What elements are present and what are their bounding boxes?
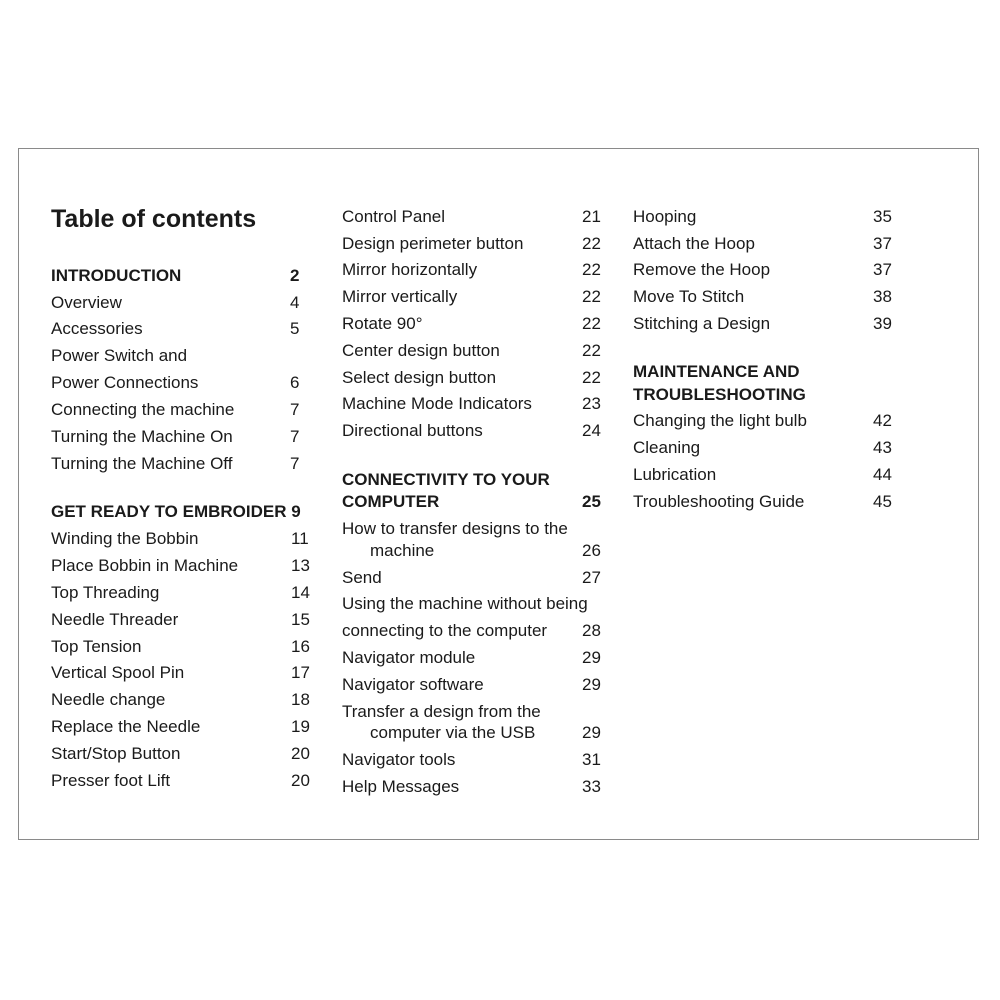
toc-page-number: 22 bbox=[582, 368, 601, 387]
toc-entry: Lubrication bbox=[633, 465, 717, 484]
toc-page-number: 6 bbox=[290, 373, 300, 392]
toc-page-number: 28 bbox=[582, 621, 601, 640]
toc-page-number: 37 bbox=[873, 260, 892, 279]
toc-entry: Turning the Machine Off bbox=[51, 454, 233, 473]
toc-page-number: 17 bbox=[291, 663, 310, 682]
toc-page-number: 33 bbox=[582, 777, 601, 796]
toc-entry: Control Panel bbox=[342, 207, 446, 226]
toc-entry: Presser foot Lift bbox=[51, 771, 171, 790]
toc-entry: Navigator tools bbox=[342, 750, 456, 769]
toc-page-number: 4 bbox=[290, 293, 300, 312]
toc-page-number: 42 bbox=[873, 411, 892, 430]
toc-page-number: 29 bbox=[582, 675, 601, 694]
toc-entry: Power Switch and bbox=[51, 346, 188, 365]
toc-entry: Using the machine without being bbox=[342, 594, 588, 613]
toc-page-number: 22 bbox=[582, 260, 601, 279]
toc-entry: Hooping bbox=[633, 207, 697, 226]
toc-entry: Start/Stop Button bbox=[51, 744, 181, 763]
toc-page-number: 29 bbox=[582, 648, 601, 667]
toc-page-number: 15 bbox=[291, 610, 310, 629]
toc-page-number: 7 bbox=[290, 427, 300, 446]
toc-entry: Connecting the machine bbox=[51, 400, 235, 419]
toc-page-number: 35 bbox=[873, 207, 892, 226]
toc-page-number: 7 bbox=[290, 400, 300, 419]
toc-entry: computer via the USB bbox=[370, 723, 536, 742]
toc-page-number: 43 bbox=[873, 438, 892, 457]
toc-entry: Send bbox=[342, 568, 382, 587]
toc-entry: Navigator software bbox=[342, 675, 484, 694]
toc-entry: Troubleshooting Guide bbox=[633, 492, 805, 511]
toc-entry: Top Threading bbox=[51, 583, 160, 602]
toc-page-number: 22 bbox=[582, 341, 601, 360]
toc-entry: Replace the Needle bbox=[51, 717, 201, 736]
toc-entry: Directional buttons bbox=[342, 421, 483, 440]
toc-entry: Needle Threader bbox=[51, 610, 179, 629]
toc-page-number: 39 bbox=[873, 314, 892, 333]
toc-entry: Mirror vertically bbox=[342, 287, 458, 306]
toc-page-number: 22 bbox=[582, 314, 601, 333]
toc-page-number: 37 bbox=[873, 234, 892, 253]
toc-page-number: 5 bbox=[290, 319, 300, 338]
toc-entry: Center design button bbox=[342, 341, 500, 360]
toc-entry: Changing the light bulb bbox=[633, 411, 807, 430]
toc-section-get-ready: GET READY TO EMBROIDER 9 bbox=[51, 502, 301, 521]
toc-page-number: 38 bbox=[873, 287, 892, 306]
toc-page-number: 14 bbox=[291, 583, 310, 602]
toc-entry: Machine Mode Indicators bbox=[342, 394, 532, 413]
toc-entry: Winding the Bobbin bbox=[51, 529, 199, 548]
page-title: Table of contents bbox=[51, 205, 257, 233]
toc-page-number: 44 bbox=[873, 465, 892, 484]
toc-entry: Stitching a Design bbox=[633, 314, 771, 333]
toc-page-number: 25 bbox=[582, 492, 601, 511]
toc-page-number: 11 bbox=[291, 529, 309, 548]
toc-entry: Accessories bbox=[51, 319, 143, 338]
toc-section-connectivity: CONNECTIVITY TO YOUR bbox=[342, 470, 550, 489]
toc-page-number: 22 bbox=[582, 287, 601, 306]
toc-entry: Needle change bbox=[51, 690, 166, 709]
toc-entry: Remove the Hoop bbox=[633, 260, 771, 279]
toc-page-number: 31 bbox=[582, 750, 601, 769]
toc-page-number: 27 bbox=[582, 568, 601, 587]
toc-section-introduction: INTRODUCTION bbox=[51, 266, 182, 285]
toc-page-number: 23 bbox=[582, 394, 601, 413]
toc-page-number: 18 bbox=[291, 690, 310, 709]
toc-entry: Overview bbox=[51, 293, 122, 312]
toc-page-number: 20 bbox=[291, 744, 310, 763]
toc-entry: Move To Stitch bbox=[633, 287, 745, 306]
toc-entry: Help Messages bbox=[342, 777, 460, 796]
toc-entry: connecting to the computer bbox=[342, 621, 548, 640]
toc-section-maintenance: MAINTENANCE AND bbox=[633, 362, 800, 381]
toc-entry: Power Connections bbox=[51, 373, 199, 392]
toc-page-number: 7 bbox=[290, 454, 300, 473]
toc-page-number: 16 bbox=[291, 637, 310, 656]
toc-page-number: 21 bbox=[582, 207, 601, 226]
toc-entry: Select design button bbox=[342, 368, 497, 387]
toc-page-number: 26 bbox=[582, 541, 601, 560]
toc-entry: How to transfer designs to the bbox=[342, 519, 568, 538]
toc-entry: Top Tension bbox=[51, 637, 142, 656]
toc-page-number: 2 bbox=[290, 266, 300, 285]
toc-entry: machine bbox=[370, 541, 435, 560]
toc-page-number: 29 bbox=[582, 723, 601, 742]
toc-section-maintenance: TROUBLESHOOTING bbox=[633, 385, 806, 404]
toc-page-number: 13 bbox=[291, 556, 310, 575]
toc-entry: Vertical Spool Pin bbox=[51, 663, 185, 682]
toc-page-number: 45 bbox=[873, 492, 892, 511]
toc-page-number: 20 bbox=[291, 771, 310, 790]
toc-entry: Place Bobbin in Machine bbox=[51, 556, 239, 575]
toc-page-number: 24 bbox=[582, 421, 601, 440]
toc-entry: Mirror horizontally bbox=[342, 260, 478, 279]
toc-entry: Rotate 90° bbox=[342, 314, 423, 333]
toc-entry: Design perimeter button bbox=[342, 234, 524, 253]
toc-page-number: 22 bbox=[582, 234, 601, 253]
toc-entry: Cleaning bbox=[633, 438, 701, 457]
toc-section-connectivity: COMPUTER bbox=[342, 492, 440, 511]
toc-entry: Navigator module bbox=[342, 648, 476, 667]
toc-entry: Attach the Hoop bbox=[633, 234, 755, 253]
toc-entry: Turning the Machine On bbox=[51, 427, 233, 446]
toc-entry: Transfer a design from the bbox=[342, 702, 541, 721]
toc-page-number: 19 bbox=[291, 717, 310, 736]
